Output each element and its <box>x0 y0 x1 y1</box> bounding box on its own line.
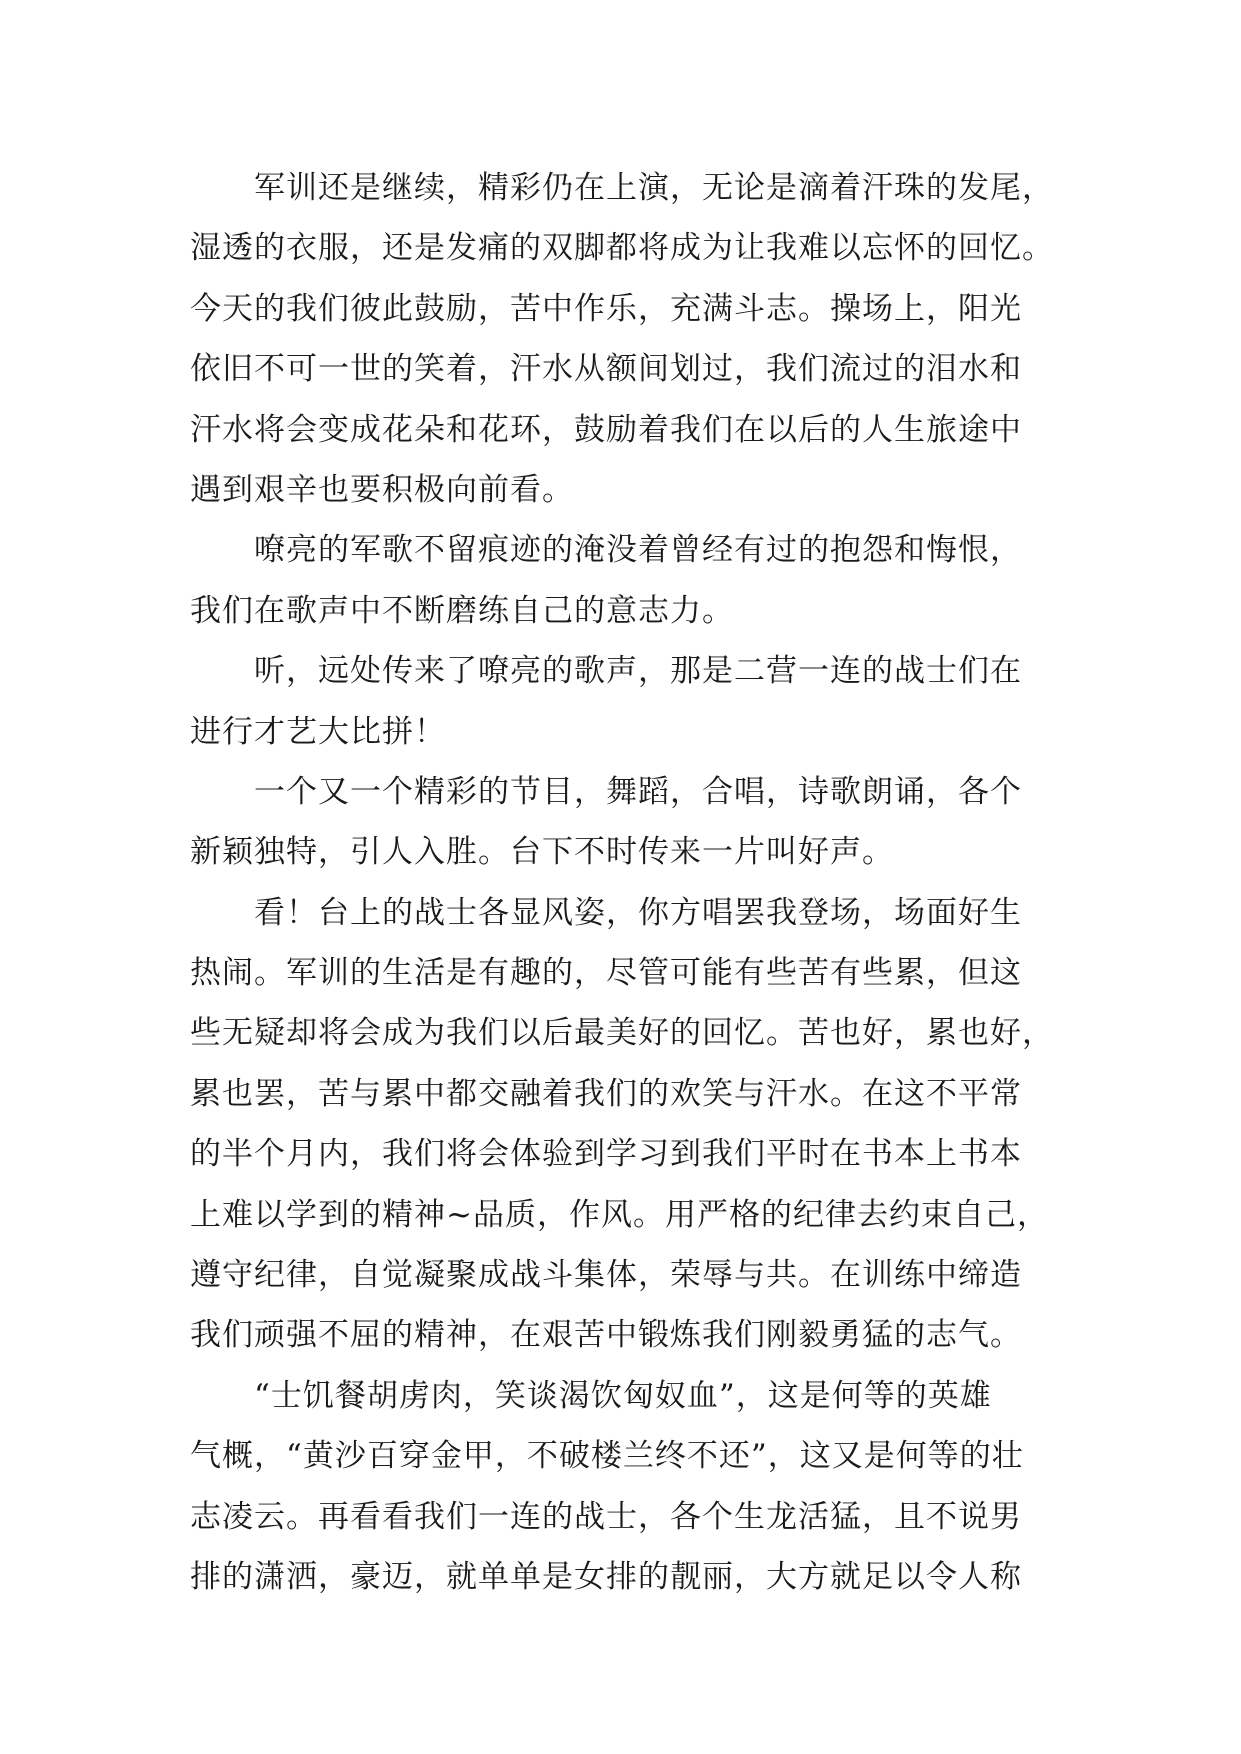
text-line: 看！台上的战士各显风姿，你方唱罢我登场，场面好生 <box>254 894 1022 931</box>
text-line: 今天的我们彼此鼓励，苦中作乐，充满斗志。操场上，阳光 <box>190 290 1022 327</box>
text-line: 湿透的衣服，还是发痛的双脚都将成为让我难以忘怀的回忆。 <box>190 230 1054 267</box>
text-line: 一个又一个精彩的节目，舞蹈，合唱，诗歌朗诵，各个 <box>254 773 1022 810</box>
text-line: 累也罢，苦与累中都交融着我们的欢笑与汗水。在这不平常 <box>190 1075 1022 1112</box>
text-line: 排的潇洒，豪迈，就单单是女排的靓丽，大方就足以令人称 <box>190 1558 1022 1595</box>
text-line: 我们在歌声中不断磨练自己的意志力。 <box>190 592 734 629</box>
text-line: 些无疑却将会成为我们以后最美好的回忆。苦也好，累也好， <box>190 1015 1054 1052</box>
text-line: 汗水将会变成花朵和花环，鼓励着我们在以后的人生旅途中 <box>190 411 1022 448</box>
text-line: 军训还是继续，精彩仍在上演，无论是滴着汗珠的发尾， <box>254 170 1054 206</box>
text-line: 听，远处传来了嘹亮的歌声，那是二营一连的战士们在 <box>254 653 1022 690</box>
text-line: 我们顽强不屈的精神，在艰苦中锻炼我们刚毅勇猛的志气。 <box>190 1317 1022 1354</box>
text-line: 的半个月内，我们将会体验到学习到我们平时在书本上书本 <box>190 1136 1022 1173</box>
text-line: 嘹亮的军歌不留痕迹的淹没着曾经有过的抱怨和悔恨， <box>254 532 1022 569</box>
text-line: 气概，“黄沙百穿金甲，不破楼兰终不还”，这又是何等的壮 <box>190 1438 1024 1475</box>
text-line: 遇到艰辛也要积极向前看。 <box>190 471 574 508</box>
text-line: 志凌云。再看看我们一连的战士，各个生龙活猛，且不说男 <box>190 1498 1022 1535</box>
text-line: “士饥餐胡虏肉，笑谈渴饮匈奴血”，这是何等的英雄 <box>254 1377 992 1414</box>
text-line: 新颖独特，引人入胜。台下不时传来一片叫好声。 <box>190 834 894 871</box>
text-line: 依旧不可一世的笑着，汗水从额间划过，我们流过的泪水和 <box>190 351 1022 388</box>
text-line: 热闹。军训的生活是有趣的，尽管可能有些苦有些累，但这 <box>190 955 1022 992</box>
text-line: 上难以学到的精神~品质，作风。用严格的纪律去约束自己， <box>190 1196 1049 1233</box>
text-line: 进行才艺大比拼！ <box>190 713 446 750</box>
body-text <box>190 158 1070 1607</box>
text-line: 遵守纪律，自觉凝聚成战斗集体，荣辱与共。在训练中缔造 <box>190 1257 1022 1294</box>
